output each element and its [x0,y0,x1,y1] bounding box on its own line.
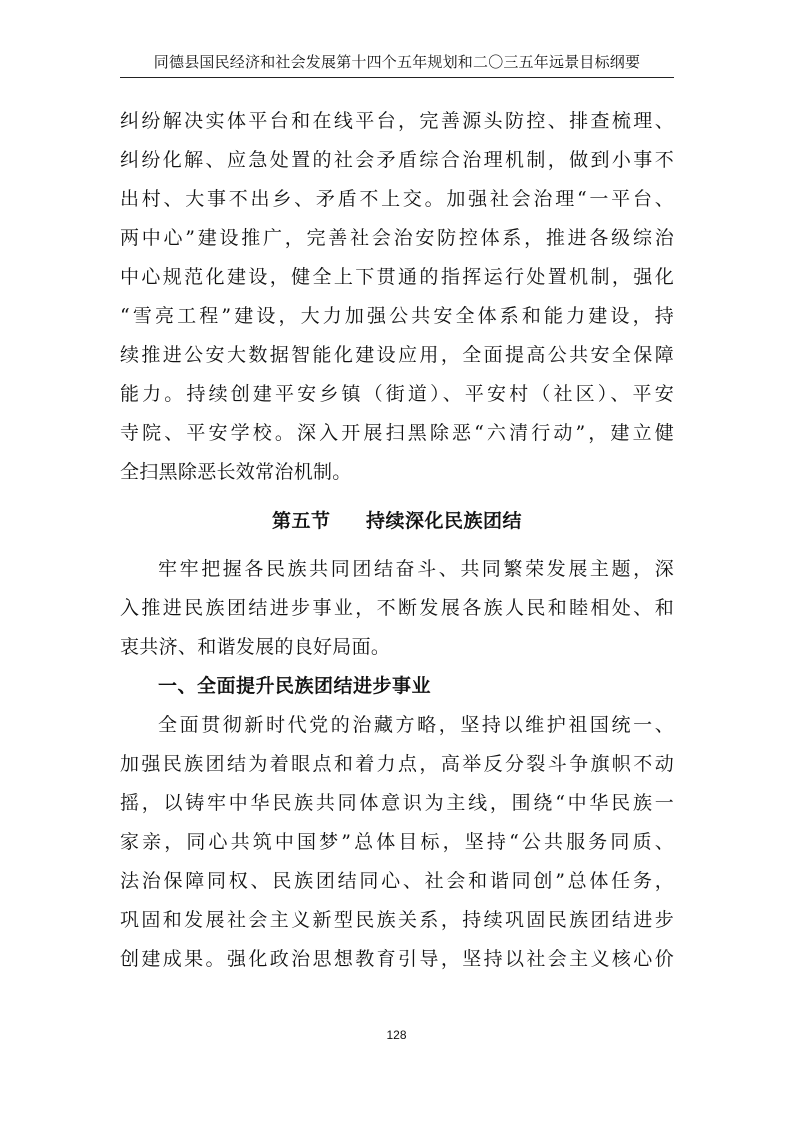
subsection-heading: 一、全面提升民族团结进步事业 [158,675,432,697]
section-heading [120,492,674,550]
text-line: 纠纷解决实体平台和在线平台，完善源头防控、排查梳理、 [120,110,674,132]
running-header: 同德县国民经济和社会发展第十四个五年规划和二〇三五年远景目标纲要 [153,55,641,71]
text-line: 法治保障同权、民族团结同心、社会和谐同创”总体任务， [120,870,674,892]
text-line: 全面贯彻新时代党的治藏方略，坚持以维护祖国统一、 [158,714,674,736]
page-number: 128 [386,1028,407,1042]
text-line: 巩固和发展社会主义新型民族关系，持续巩固民族团结进步 [120,909,674,931]
paragraph-section-intro [120,550,674,667]
paragraph-social-governance [120,102,674,492]
text-line: 加强民族团结为着眼点和着力点，高举反分裂斗争旗帜不动 [120,753,674,775]
text-line: 衷共济、和谐发展的良好局面。 [120,636,391,658]
text-line: 摇，以铸牢中华民族共同体意识为主线，围绕“中华民族一 [120,792,674,814]
text-line: 入推进民族团结进步事业，不断发展各族人民和睦相处、和 [120,597,674,619]
text-line: 出村、大事不出乡、矛盾不上交。加强社会治理“一平台、 [120,188,674,210]
header-divider [120,77,674,78]
text-line: 牢牢把握各民族共同团结奋斗、共同繁荣发展主题，深 [158,558,674,580]
text-line: 全扫黑除恶长效常治机制。 [120,461,352,483]
section-number: 第五节 [271,510,331,532]
text-line: 纠纷化解、应急处置的社会矛盾综合治理机制，做到小事不 [120,149,674,171]
section-title: 持续深化民族团结 [366,510,523,532]
text-line: 两中心”建设推广，完善社会治安防控体系，推进各级综治 [120,227,674,249]
text-line: 能力。持续创建平安乡镇（街道）、平安村（社区）、平安 [120,383,674,405]
text-line: 寺院、平安学校。深入开展扫黑除恶“六清行动”，建立健 [120,422,674,444]
text-line: “雪亮工程”建设，大力加强公共安全体系和能力建设，持 [120,305,674,327]
page-body [120,102,674,979]
text-line: 续推进公安大数据智能化建设应用，全面提高公共安全保障 [120,344,674,366]
text-line: 家亲，同心共筑中国梦”总体目标，坚持“公共服务同质、 [120,831,674,853]
text-line: 中心规范化建设，健全上下贯通的指挥运行处置机制，强化 [120,266,674,288]
text-line: 创建成果。强化政治思想教育引导，坚持以社会主义核心价 [120,948,674,970]
paragraph-ethnic-unity [120,706,674,979]
